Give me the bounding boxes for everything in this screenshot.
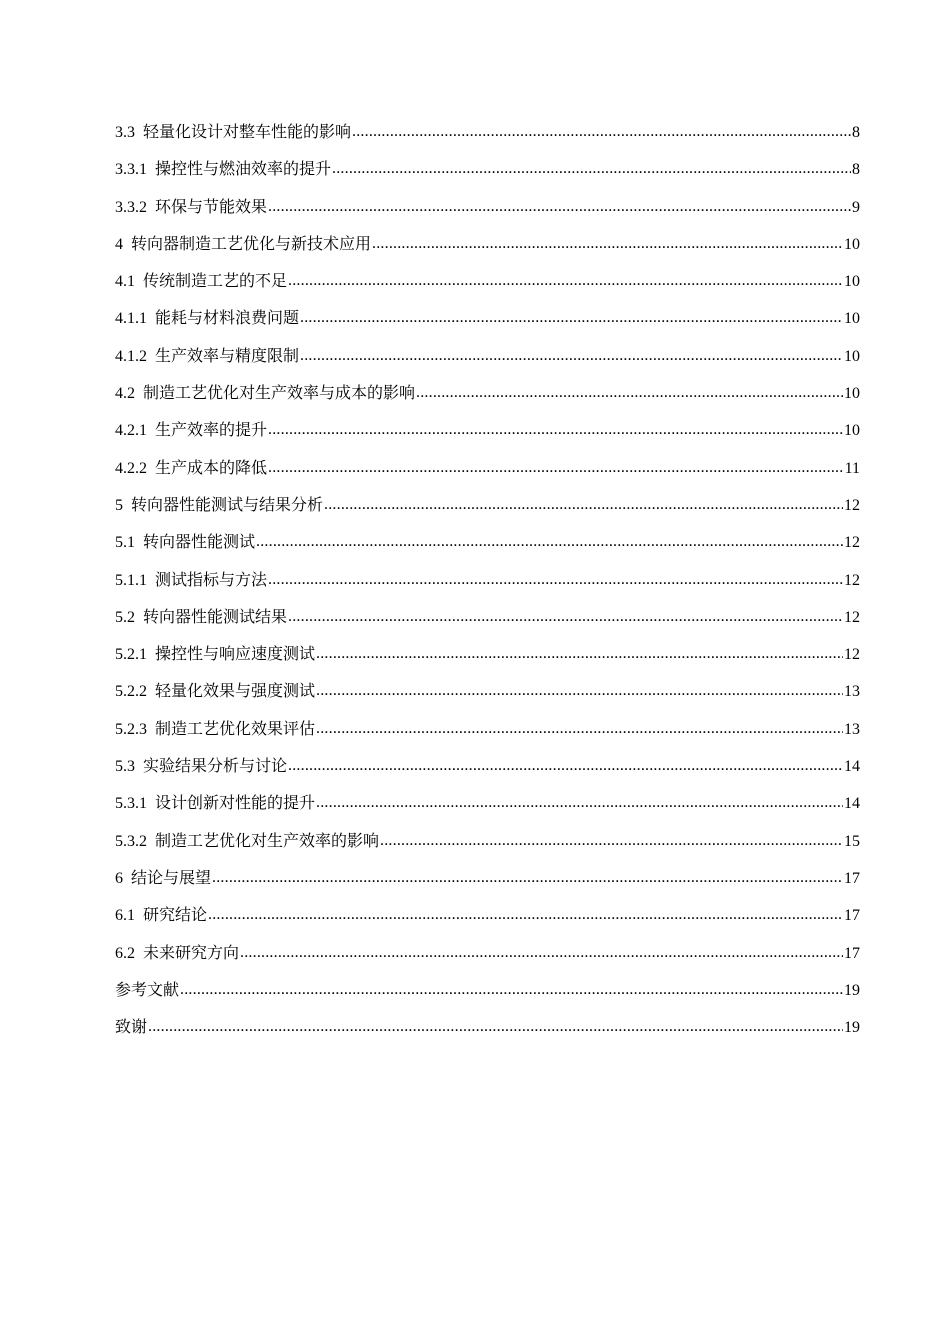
toc-entry-title: 转向器性能测试结果 [143,608,288,626]
toc-entry-number: 5.1.1 [115,571,147,589]
toc-entry-page-number: 19 [844,1019,860,1037]
toc-dot-leader [268,565,843,595]
toc-dot-leader [316,788,843,818]
toc-dot-leader [240,938,843,968]
toc-entry-number: 4.2.1 [115,422,147,440]
toc-entry-number: 4.1 [115,273,135,291]
toc-dot-leader [148,1012,843,1042]
toc-entry-page-number: 17 [844,869,860,887]
toc-dot-leader [380,826,843,856]
toc-entry-page-number: 19 [844,981,860,999]
toc-dot-leader [324,490,843,520]
toc-entry[interactable] [115,342,860,379]
toc-entry-page-number: 8 [852,161,860,179]
toc-entry[interactable] [115,193,860,230]
toc-entry[interactable] [115,230,860,267]
table-of-contents [115,118,860,1050]
toc-entry-title: 制造工艺优化效果评估 [155,720,316,738]
toc-entry-page-number: 11 [844,459,860,477]
toc-entry-number: 4.2 [115,385,135,403]
toc-entry-title: 生产效率的提升 [155,422,268,440]
toc-entry[interactable] [115,603,860,640]
toc-entry-title: 转向器性能测试与结果分析 [131,496,324,514]
toc-dot-leader [212,863,843,893]
toc-entry-number: 5.2 [115,608,135,626]
toc-entry-page-number: 13 [844,720,860,738]
toc-entry-number: 5.2.2 [115,683,147,701]
toc-entry-number: 4.1.1 [115,310,147,328]
toc-dot-leader [416,378,843,408]
toc-entry-number: 6.1 [115,907,135,925]
toc-entry[interactable] [115,640,860,677]
toc-entry[interactable] [115,155,860,192]
toc-entry-page-number: 10 [844,422,860,440]
toc-entry[interactable] [115,901,860,938]
toc-dot-leader [372,229,843,259]
toc-dot-leader [208,900,843,930]
toc-entry-number: 4.2.2 [115,459,147,477]
toc-entry[interactable] [115,267,860,304]
toc-entry-page-number: 12 [844,608,860,626]
toc-entry-number: 5.3.2 [115,832,147,850]
toc-entry-title: 传统制造工艺的不足 [143,273,288,291]
toc-dot-leader [256,527,843,557]
toc-dot-leader [180,975,843,1005]
toc-entry-number: 5.2.3 [115,720,147,738]
toc-entry-page-number: 10 [844,385,860,403]
toc-entry-page-number: 14 [844,795,860,813]
toc-entry-title: 环保与节能效果 [155,198,268,216]
toc-dot-leader [300,341,843,371]
toc-entry-number: 4.1.2 [115,347,147,365]
toc-entry-number: 5.3.1 [115,795,147,813]
toc-entry-number: 3.3 [115,124,135,141]
toc-dot-leader [332,154,851,184]
toc-entry-number: 4 [115,235,123,253]
toc-entry-title: 轻量化效果与强度测试 [155,683,316,701]
toc-entry-title: 转向器性能测试 [143,534,256,552]
toc-entry-number: 5.1 [115,534,135,552]
toc-entry[interactable] [115,677,860,714]
toc-entry-number: 3.3.2 [115,198,147,216]
toc-dot-leader [316,714,843,744]
toc-entry-title: 制造工艺优化对生产效率的影响 [155,832,380,850]
toc-dot-leader [268,415,843,445]
toc-entry-title: 操控性与响应速度测试 [155,646,316,664]
toc-entry-page-number: 17 [844,907,860,925]
toc-entry-title: 研究结论 [143,907,208,925]
toc-entry-title: 操控性与燃油效率的提升 [155,161,332,179]
toc-entry-page-number: 10 [844,273,860,291]
toc-entry-title: 轻量化设计对整车性能的影响 [143,124,352,141]
toc-entry[interactable] [115,1013,860,1050]
toc-entry-page-number: 14 [844,758,860,776]
toc-entry-page-number: 10 [844,310,860,328]
toc-entry-title: 生产效率与精度限制 [155,347,300,365]
toc-entry[interactable] [115,118,860,155]
toc-entry[interactable] [115,566,860,603]
toc-entry[interactable] [115,827,860,864]
toc-entry-number: 5 [115,496,123,514]
toc-entry-title: 致谢 [115,1019,148,1037]
toc-entry-title: 制造工艺优化对生产效率与成本的影响 [143,385,416,403]
toc-entry-title: 实验结果分析与讨论 [143,758,288,776]
toc-entry-title: 未来研究方向 [143,944,240,962]
toc-entry-title: 生产成本的降低 [155,459,268,477]
toc-dot-leader [288,602,843,632]
toc-dot-leader [268,453,844,483]
toc-entry-title: 结论与展望 [131,869,212,887]
toc-entry[interactable] [115,454,860,491]
toc-entry-page-number: 12 [844,534,860,552]
toc-dot-leader [316,639,843,669]
toc-entry[interactable] [115,416,860,453]
toc-entry[interactable] [115,789,860,826]
toc-entry-title: 能耗与材料浪费问题 [155,310,300,328]
toc-entry-page-number: 8 [852,124,860,141]
toc-dot-leader [288,751,843,781]
toc-entry[interactable] [115,752,860,789]
toc-entry-page-number: 10 [844,235,860,253]
toc-entry-page-number: 17 [844,944,860,962]
toc-entry-page-number: 15 [844,832,860,850]
toc-entry-title: 转向器制造工艺优化与新技术应用 [131,235,372,253]
toc-entry-page-number: 10 [844,347,860,365]
toc-entry-page-number: 9 [852,198,860,216]
toc-dot-leader [300,303,843,333]
toc-entry-page-number: 12 [844,496,860,514]
toc-entry[interactable] [115,379,860,416]
toc-entry-number: 6.2 [115,944,135,962]
toc-entry-page-number: 12 [844,646,860,664]
toc-entry[interactable] [115,864,860,901]
toc-dot-leader [316,676,843,706]
toc-entry[interactable] [115,528,860,565]
toc-entry-number: 3.3.1 [115,161,147,179]
toc-entry-number: 5.3 [115,758,135,776]
toc-entry[interactable] [115,715,860,752]
toc-dot-leader [352,117,851,147]
toc-entry[interactable] [115,939,860,976]
toc-entry[interactable] [115,976,860,1013]
toc-entry-number: 6 [115,869,123,887]
toc-entry-page-number: 13 [844,683,860,701]
toc-entry[interactable] [115,304,860,341]
toc-entry[interactable] [115,491,860,528]
toc-dot-leader [268,192,851,222]
toc-entry-title: 参考文献 [115,981,180,999]
toc-dot-leader [288,266,843,296]
toc-entry-number: 5.2.1 [115,646,147,664]
toc-entry-page-number: 12 [844,571,860,589]
toc-entry-title: 设计创新对性能的提升 [155,795,316,813]
toc-entry-title: 测试指标与方法 [155,571,268,589]
